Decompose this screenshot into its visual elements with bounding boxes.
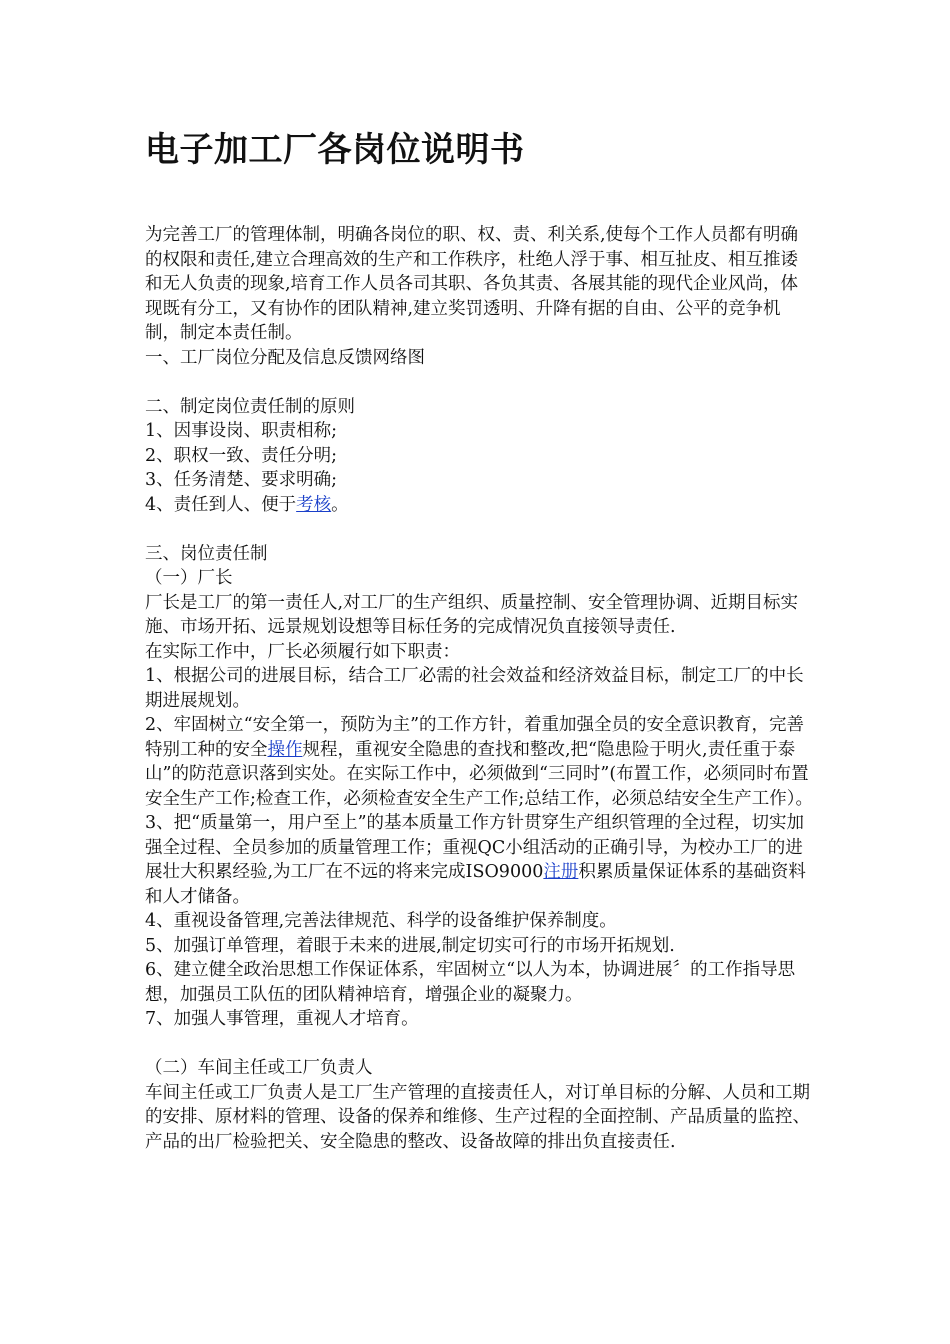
duty-item: 4、重视设备管理,完善法律规范、科学的设备维护保养制度。 [145, 911, 617, 931]
blank-line [145, 1032, 815, 1057]
list-item-text: 4、责任到人、便于 [145, 494, 297, 515]
assessment-link[interactable]: 考核 [296, 494, 332, 515]
list-item: 1、因事设岗、职责相称; [145, 421, 338, 441]
duty-item [145, 811, 815, 909]
list-item [145, 493, 815, 518]
blank-line [145, 517, 815, 542]
duty-item [145, 713, 815, 811]
duty-item: 1、根据公司的进展目标，结合工厂必需的社会效益和经济效益目标，制定工厂的中长期进展规划。 [145, 666, 804, 711]
document-title: 电子加工厂各岗位说明书 [145, 130, 525, 170]
list-item: 2、职权一致、责任分明; [145, 445, 338, 466]
subsection-heading: （二）车间主任或工厂负责人 [145, 1058, 373, 1078]
section-heading: 三、岗位责任制 [145, 543, 268, 564]
duty-text: 积累质量保证体系的基础资料和人才储备。 [145, 862, 806, 907]
section-heading: 二、制定岗位责任制的原则 [145, 396, 355, 417]
duty-text: 规程，重视安全隐患的查找和整改,把“隐患险于明火,责任重于泰山”的防范意识落到实处。在实际工作中，必须做到“三同时”(布置工作，必须同时布置安全生产工作;检查工作，必须检查安全生产工作;总结工作，必须总结安全生产工作）。 [145, 739, 814, 809]
paragraph: 车间主任或工厂负责人是工厂生产管理的直接责任人，对订单目标的分解、人员和工期的安排、原材料的管理、设备的保养和维修、生产过程的全面控制、产品质量的监控、产品的出厂检验把关、安全隐患的整改、设备故障的排出负直接责任. [145, 1082, 810, 1152]
section-heading: 一、工厂岗位分配及信息反馈网络图 [145, 347, 425, 368]
duty-text: 2、牢固树立“安全第一，预防为主”的工作方针，着重加强全员的安全意识教育，完善特别工种的安全 [145, 715, 805, 760]
paragraph: 在实际工作中，厂长必须履行如下职责： [145, 641, 460, 662]
duty-item: 7、加强人事管理，重视人才培育。 [145, 1009, 419, 1029]
document-page [145, 125, 815, 1154]
paragraph: 厂长是工厂的第一责任人,对工厂的生产组织、质量控制、安全管理协调、近期目标实施、市场开拓、远景规划设想等目标任务的完成情况负直接领导责任. [145, 592, 799, 637]
duty-item: 5、加强订单管理，着眼于未来的进展,制定切实可行的市场开拓规划. [145, 935, 675, 956]
document-body [145, 223, 815, 1154]
operation-link[interactable]: 操作 [267, 739, 303, 760]
duty-item: 6、建立健全政治思想工作保证体系，牢固树立“以人为本，协调进展〞的工作指导思想，加强员工队伍的团队精神培育，增强企业的凝聚力。 [145, 960, 796, 1005]
list-item-text: 。 [331, 494, 349, 515]
intro-paragraph: 为完善工厂的管理体制，明确各岗位的职、权、责、利关系,使每个工作人员都有明确的权限和责任,建立合理高效的生产和工作秩序，杜绝人浮于事、相互扯皮、相互推诿和无人负责的现象,培育工作人员各司其职、各负其责、各展其能的现代企业风尚，体现既有分工，又有协作的团队精神,建立奖罚透明、升降有据的自由、公平的竞争机制，制定本责任制。 [145, 225, 799, 343]
blank-line [145, 370, 815, 395]
list-item: 3、任务清楚、要求明确; [145, 470, 338, 490]
registration-link[interactable]: 注册 [543, 862, 579, 882]
duty-text: 3、把“质量第一，用户至上”的基本质量工作方针贯穿生产组织管理的全过程，切实加强全过程、全员参加的质量管理工作；重视QC小组活动的正确引导，为校办工厂的进展壮大积累经验,为工厂在不远的将来完成ISO9000 [145, 813, 805, 882]
subsection-heading: （一）厂长 [145, 568, 233, 588]
